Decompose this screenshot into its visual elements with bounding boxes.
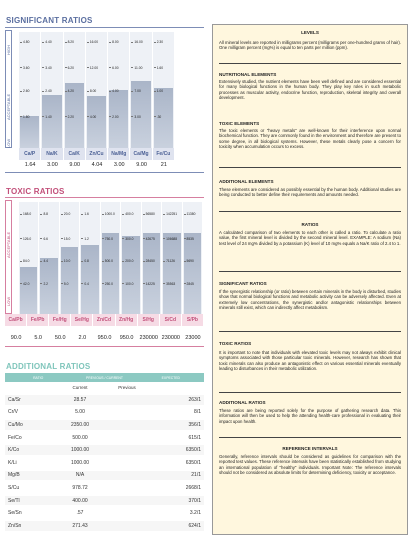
toxic_ratios-column-label: Se/Hg — [71, 314, 93, 326]
toxic_ratios-tick-label: 71126 — [163, 260, 175, 263]
ratio-current: N/A — [75, 472, 85, 479]
ratio-name: Ca/Sr — [8, 396, 21, 403]
significant_ratios-column-label: Fe/Cu — [153, 148, 175, 160]
toxic_ratios-tick-label: 500.0 — [102, 260, 113, 263]
toxic_ratios-tick-label: 200.0 — [122, 260, 133, 263]
ratio-current: 978.72 — [72, 484, 88, 491]
toxic_ratios-column-value: 950.0 — [119, 335, 134, 341]
toxic_ratios-bar — [20, 267, 37, 314]
significant_ratios-tick-label: 4.20 — [65, 90, 74, 93]
additional-elements-title: ADDITIONAL ELEMENTS — [219, 179, 274, 184]
toxic_ratios-tick-label: 11380 — [184, 213, 196, 216]
ratio-name: Cr/V — [8, 409, 18, 416]
toxic-side-label-low: LOW — [6, 296, 11, 306]
significant-bottom-rule — [5, 172, 204, 173]
significant_ratios-tick-label: 3.00 — [131, 116, 140, 119]
toxic-ratios-grid — [19, 202, 203, 314]
toxic_ratios-column — [39, 202, 59, 314]
toxic_ratios-column-label: Zn/Cd — [93, 314, 115, 326]
significant_ratios-column-label: Ca/P — [19, 148, 41, 160]
significant_ratios-tick-label: 2.00 — [109, 116, 118, 119]
toxic_ratios-tick-label: 300.0 — [122, 238, 133, 241]
additional-ratios-subheader — [5, 385, 204, 393]
ratio-name: K/Li — [8, 459, 17, 466]
additional-ratios-info-text: These ratios are being reported solely for the purpose of gathering research data. This information will then be used to help the attending health-care professional in evaluating their impact upon health. — [219, 408, 401, 424]
significant-side-label-low: LOW — [6, 138, 11, 148]
significant_ratios-column-label: Zn/Cu — [86, 148, 108, 160]
significant-ratios-rule — [5, 27, 204, 28]
ratio-name: Cu/Mo — [8, 421, 23, 428]
significant_ratios-column-label: Na/K — [41, 148, 63, 160]
toxic_ratios-column-value: 90.0 — [10, 335, 22, 341]
toxic-ratios-info-text: It is important to note that individuals with elevated toxic levels may not always exhibit clinical symptoms associated with those particular toxic minerals. However, research has shown that toxic minerals can also produce an antagonistic effect on various essential minerals eventually leading to disturbances in their metabolic utilization. — [219, 350, 401, 371]
toxic_ratios-tick-label: 400.0 — [122, 213, 133, 216]
toxic-ratios-header — [5, 314, 204, 326]
info-rule-2 — [219, 167, 401, 168]
toxic_ratios-column — [19, 202, 39, 314]
toxic_ratios-tick-label: 28450 — [143, 260, 155, 263]
additional-ratio-row — [5, 496, 204, 506]
significant_ratios-column — [41, 32, 63, 148]
significant-ratios-grid — [19, 32, 175, 148]
info-rule-5 — [219, 331, 401, 332]
info-rule-7 — [219, 437, 401, 438]
toxic_ratios-column — [142, 202, 162, 314]
significant_ratios-tick-label: 4.00 — [109, 90, 118, 93]
toxic_ratios-column-label: Fe/Pb — [27, 314, 49, 326]
ratio-expected: 6350/1 — [185, 459, 201, 466]
significant_ratios-tick-label: 11.00 — [131, 67, 142, 70]
additional-ratio-row — [5, 433, 204, 443]
significant_ratios-column-value: 1.64 — [24, 162, 36, 168]
ratio-expected: 3.2/1 — [189, 510, 201, 517]
additional-ratio-row — [5, 420, 204, 430]
significant_ratios-tick-label: 2.20 — [65, 116, 74, 119]
toxic_ratios-tick-label: 2845 — [184, 283, 194, 286]
ratio-expected: 615/1 — [188, 434, 201, 441]
additional-ratio-row — [5, 471, 204, 481]
toxic-elements-title: TOXIC ELEMENTS — [219, 121, 260, 126]
additional-ratios-title: ADDITIONAL RATIOS — [6, 362, 91, 371]
ratio-expected: 8/1 — [194, 409, 201, 416]
toxic-ratios-values — [5, 333, 204, 343]
info-panel — [212, 24, 408, 535]
toxic_ratios-tick-label: 35563 — [163, 283, 175, 286]
toxic-ratios-rule — [5, 197, 204, 198]
toxic_ratios-tick-label: 14225 — [143, 283, 155, 286]
toxic_ratios-bar — [143, 233, 160, 314]
toxic_ratios-bar — [81, 245, 98, 314]
toxic_ratios-tick-label: 42.0 — [20, 283, 29, 286]
levels-text: All mineral levels are reported in milligrams percent (milligrams per one-hundred grams of hair). One milligram percent (mg%) is equal to ten parts per million (ppm). — [219, 40, 401, 51]
toxic_ratios-column — [60, 202, 80, 314]
significant-side-label-acceptable: ACCEPTABLE — [6, 93, 11, 120]
toxic-ratios-title: TOXIC RATIOS — [6, 187, 65, 196]
toxic_ratios-tick-label: 8.8 — [40, 213, 48, 216]
significant_ratios-tick-label: 1.60 — [154, 67, 163, 70]
toxic_ratios-column-value: 950.0 — [97, 335, 112, 341]
significant_ratios-column-value: 4.04 — [91, 162, 103, 168]
info-rule-6 — [219, 392, 401, 393]
significant-ratios-info-text: If the synergistic relationship (or ratio) between certain minerals in the body is disturbed, studies show that normal biological functions and metabolic activity can be adversely affected. Even at extremely low concentrations, the synergistic and/or antagonistic relationships between minerals still exist, which can indirectly affect metabolism. — [219, 289, 401, 310]
significant_ratios-tick-label: 16.00 — [87, 41, 98, 44]
toxic_ratios-tick-label: 750.0 — [102, 238, 113, 241]
toxic_ratios-tick-label: 0.8 — [81, 260, 89, 263]
toxic_ratios-column-value: 5.0 — [34, 335, 42, 341]
toxic_ratios-tick-label: 8535 — [184, 238, 194, 241]
toxic_ratios-tick-label: 0.4 — [81, 283, 89, 286]
ratio-expected: 6350/1 — [185, 447, 201, 454]
significant_ratios-column-label: Na/Mg — [108, 148, 130, 160]
toxic_ratios-tick-label: 250.0 — [102, 283, 113, 286]
significant_ratios-tick-label: 7.00 — [131, 90, 140, 93]
toxic_ratios-tick-label: 1.2 — [81, 238, 89, 241]
significant_ratios-column — [64, 32, 86, 148]
significant_ratios-tick-label: 12.00 — [87, 67, 98, 70]
header-previous-current: PREVIOUS / CURRENT — [86, 375, 123, 380]
significant_ratios-tick-label: 3.60 — [20, 67, 29, 70]
toxic_ratios-column-value: 230000 — [161, 335, 180, 341]
toxic_ratios-column — [80, 202, 100, 314]
toxic-ratios-info-title: TOXIC RATIOS — [219, 341, 252, 346]
toxic_ratios-tick-label: 168.0 — [20, 213, 31, 216]
significant_ratios-tick-label: 2.60 — [20, 90, 29, 93]
significant_ratios-tick-label: 4.40 — [42, 41, 51, 44]
ratio-expected: 356/1 — [188, 421, 201, 428]
reference-intervals-text: Generally, reference intervals should be considered as guidelines for comparison with the reported test values. These reference intervals have been statistically established from studying an international population of "healthy" individuals. Important Note: The reference intervals should not be considered as absolute limits for determining deficiency, toxicity or acceptance. — [219, 454, 401, 475]
additional-ratio-row — [5, 395, 204, 405]
ratio-name: Se/Tl — [8, 497, 20, 504]
ratio-name: Mg/B — [8, 472, 20, 479]
ratio-current: .57 — [76, 510, 84, 517]
additional-ratio-row — [5, 445, 204, 455]
significant_ratios-tick-label: .30 — [154, 116, 162, 119]
ratio-current: 1000.00 — [70, 459, 90, 466]
ratios-text: A calculated comparison of two elements to each other is called a ratio. To calculate a ratio value, the first mineral level is divided by the second mineral level. EXAMPLE: A sodium (Na) test level of 24 mg% divided by a potassium (K) level of 10 mg% equals a Na/K ratio of 2.4 to 1. — [219, 230, 401, 246]
significant-ratios-header — [19, 148, 175, 160]
significant_ratios-tick-label: 1.00 — [154, 90, 163, 93]
significant_ratios-tick-label: 16.00 — [131, 41, 142, 44]
toxic_ratios-tick-label: 20.0 — [61, 213, 70, 216]
toxic_ratios-tick-label: 1.6 — [81, 213, 89, 216]
significant-ratios-info-title: SIGNIFICANT RATIOS — [219, 281, 267, 286]
nutritional-title: NUTRITIONAL ELEMENTS — [219, 72, 277, 77]
additional-elements-text: These elements are considered as possibly essential by the human body. Additional studies are being conducted to better define their requirements and amounts needed. — [219, 187, 401, 198]
additional-ratios-header — [5, 373, 204, 382]
toxic_ratios-tick-label: 4.4 — [40, 260, 48, 263]
toxic_ratios-column — [101, 202, 121, 314]
toxic_ratios-tick-label: 1000.0 — [102, 213, 115, 216]
significant_ratios-tick-label: 2.30 — [154, 41, 163, 44]
significant_ratios-tick-label: 8.00 — [87, 90, 96, 93]
ratio-expected: 624/1 — [188, 522, 201, 529]
significant_ratios-column — [153, 32, 175, 148]
reference-intervals-title: REFERENCE INTERVALS — [282, 446, 338, 451]
toxic_ratios-tick-label: 106688 — [163, 238, 177, 241]
toxic_ratios-column-label: S/Hg — [138, 314, 160, 326]
toxic_ratios-tick-label: 56580 — [143, 213, 155, 216]
toxic_ratios-tick-label: 42675 — [143, 238, 155, 241]
ratio-name: Zn/Sn — [8, 522, 22, 529]
significant_ratios-column — [86, 32, 108, 148]
significant_ratios-column-value: 3.00 — [47, 162, 58, 168]
toxic_ratios-column-label: Zn/Hg — [116, 314, 138, 326]
toxic_ratios-tick-label: 6.6 — [40, 238, 48, 241]
toxic-elements-text: The toxic elements or "heavy metals" are well-known for their interference upon normal biochemical function. They are commonly found in the environment and therefore are present to some degree, in all biological systems. However, these metals clearly pose a concern for toxicity when accumulation occurs to excess. — [219, 128, 401, 149]
nutritional-text: Extensively studied, the nutrient elements have been well defined and are considered essential for many biological functions in the human body. They play key roles in such metabolic processes as muscular activity, endocrine function, reproduction, skeletal integrity and overall development. — [219, 79, 401, 100]
significant-side-label-high: HIGH — [6, 45, 11, 55]
ratio-name: S/Cu — [8, 484, 20, 491]
ratios-title: RATIOS — [301, 222, 319, 227]
ratio-current: 400.00 — [72, 497, 88, 504]
toxic_ratios-bar — [184, 233, 201, 314]
toxic_ratios-tick-label: 2.2 — [40, 283, 48, 286]
toxic_ratios-column-value: 50.0 — [54, 335, 66, 341]
additional-ratio-row — [5, 483, 204, 493]
significant_ratios-column-label: Ca/Mg — [130, 148, 152, 160]
significant-ratios-values — [19, 160, 175, 170]
significant_ratios-bar — [109, 90, 128, 148]
additional-ratio-row — [5, 508, 204, 518]
additional-ratio-row — [5, 458, 204, 468]
ratio-current: 271.43 — [72, 522, 88, 529]
significant-ratios-title: SIGNIFICANT RATIOS — [6, 16, 93, 25]
significant_ratios-bar — [87, 96, 106, 148]
significant_ratios-tick-label: 4.80 — [20, 41, 29, 44]
significant_ratios-bar — [20, 116, 39, 148]
significant_ratios-column-value: 9.00 — [136, 162, 147, 168]
toxic_ratios-column-label: S/Pb — [182, 314, 204, 326]
toxic_ratios-tick-label: 15.0 — [61, 238, 70, 241]
toxic_ratios-column-value: 230000 — [139, 335, 158, 341]
significant_ratios-tick-label: 1.80 — [20, 116, 29, 119]
toxic_ratios-bar — [61, 247, 78, 314]
ratio-name: Fe/Co — [8, 434, 22, 441]
toxic_ratios-tick-label: 5.0 — [61, 283, 69, 286]
additional-ratios-info-title: ADDITIONAL RATIOS — [219, 400, 266, 405]
toxic_ratios-column — [183, 202, 203, 314]
ratio-name: Se/Sn — [8, 510, 22, 517]
ratio-current: 2350.00 — [70, 421, 90, 428]
toxic_ratios-column-value: 23000 — [185, 335, 201, 341]
ratio-name: K/Co — [8, 447, 20, 454]
significant_ratios-tick-label: 8.00 — [109, 41, 118, 44]
ratio-current: 500.00 — [72, 434, 88, 441]
significant_ratios-tick-label: 6.00 — [109, 67, 118, 70]
significant_ratios-column-value: 21 — [160, 162, 167, 168]
toxic_ratios-bar — [40, 258, 57, 314]
info-rule-1 — [219, 63, 401, 64]
toxic-side-label-acceptable: ACCEPTABLE — [6, 231, 11, 258]
significant_ratios-column-value: 3.00 — [113, 162, 125, 168]
ratio-expected: 21/1 — [191, 472, 201, 479]
toxic_ratios-tick-label: 10.0 — [61, 260, 70, 263]
toxic_ratios-tick-label: 84.0 — [20, 260, 29, 263]
toxic-bottom-rule — [5, 346, 204, 347]
significant_ratios-column — [130, 32, 152, 148]
toxic_ratios-column — [162, 202, 182, 314]
toxic_ratios-bar — [102, 233, 119, 314]
significant_ratios-tick-label: 1.40 — [42, 116, 51, 119]
ratio-current: 5.00 — [75, 409, 85, 416]
additional-ratio-row — [5, 521, 204, 531]
toxic_ratios-bar — [163, 233, 180, 314]
significant_ratios-column — [19, 32, 41, 148]
significant_ratios-column-label: Ca/K — [64, 148, 86, 160]
toxic_ratios-column-label: Fe/Hg — [49, 314, 71, 326]
significant_ratios-column-value: 9.00 — [69, 162, 81, 168]
info-rule-3 — [219, 211, 401, 212]
info-rule-4 — [219, 271, 401, 272]
toxic_ratios-column — [121, 202, 141, 314]
significant_ratios-column — [108, 32, 130, 148]
significant_ratios-tick-label: 3.40 — [42, 67, 51, 70]
additional-ratio-row — [5, 408, 204, 418]
significant_ratios-bar — [42, 95, 61, 148]
toxic_ratios-column-label: S/Cd — [160, 314, 182, 326]
subheader-current: Current — [72, 385, 88, 390]
toxic_ratios-column-label: Ca/Pb — [5, 314, 27, 326]
ratio-expected: 263/1 — [188, 396, 201, 403]
ratio-expected: 370/1 — [188, 497, 201, 504]
toxic_ratios-tick-label: 126.0 — [20, 238, 31, 241]
ratio-current: 1000.00 — [70, 447, 90, 454]
toxic_ratios-column-value: 2.0 — [78, 335, 87, 341]
significant_ratios-tick-label: 6.20 — [65, 67, 74, 70]
toxic_ratios-tick-label: 100.0 — [122, 283, 133, 286]
levels-title: LEVELS — [301, 30, 319, 35]
toxic_ratios-tick-label: 142251 — [163, 213, 177, 216]
subheader-previous: Previous — [118, 385, 136, 390]
header-expected: EXPECTED — [161, 375, 180, 380]
ratio-expected: 2668/1 — [185, 484, 201, 491]
toxic_ratios-bar — [122, 236, 139, 314]
ratio-current: 28.57 — [73, 396, 87, 403]
significant_ratios-tick-label: 4.00 — [87, 116, 96, 119]
significant_ratios-tick-label: 2.40 — [42, 90, 51, 93]
significant_ratios-tick-label: 8.20 — [65, 41, 74, 44]
header-ratio: RATIO — [33, 375, 44, 380]
toxic_ratios-tick-label: 5690 — [184, 260, 194, 263]
